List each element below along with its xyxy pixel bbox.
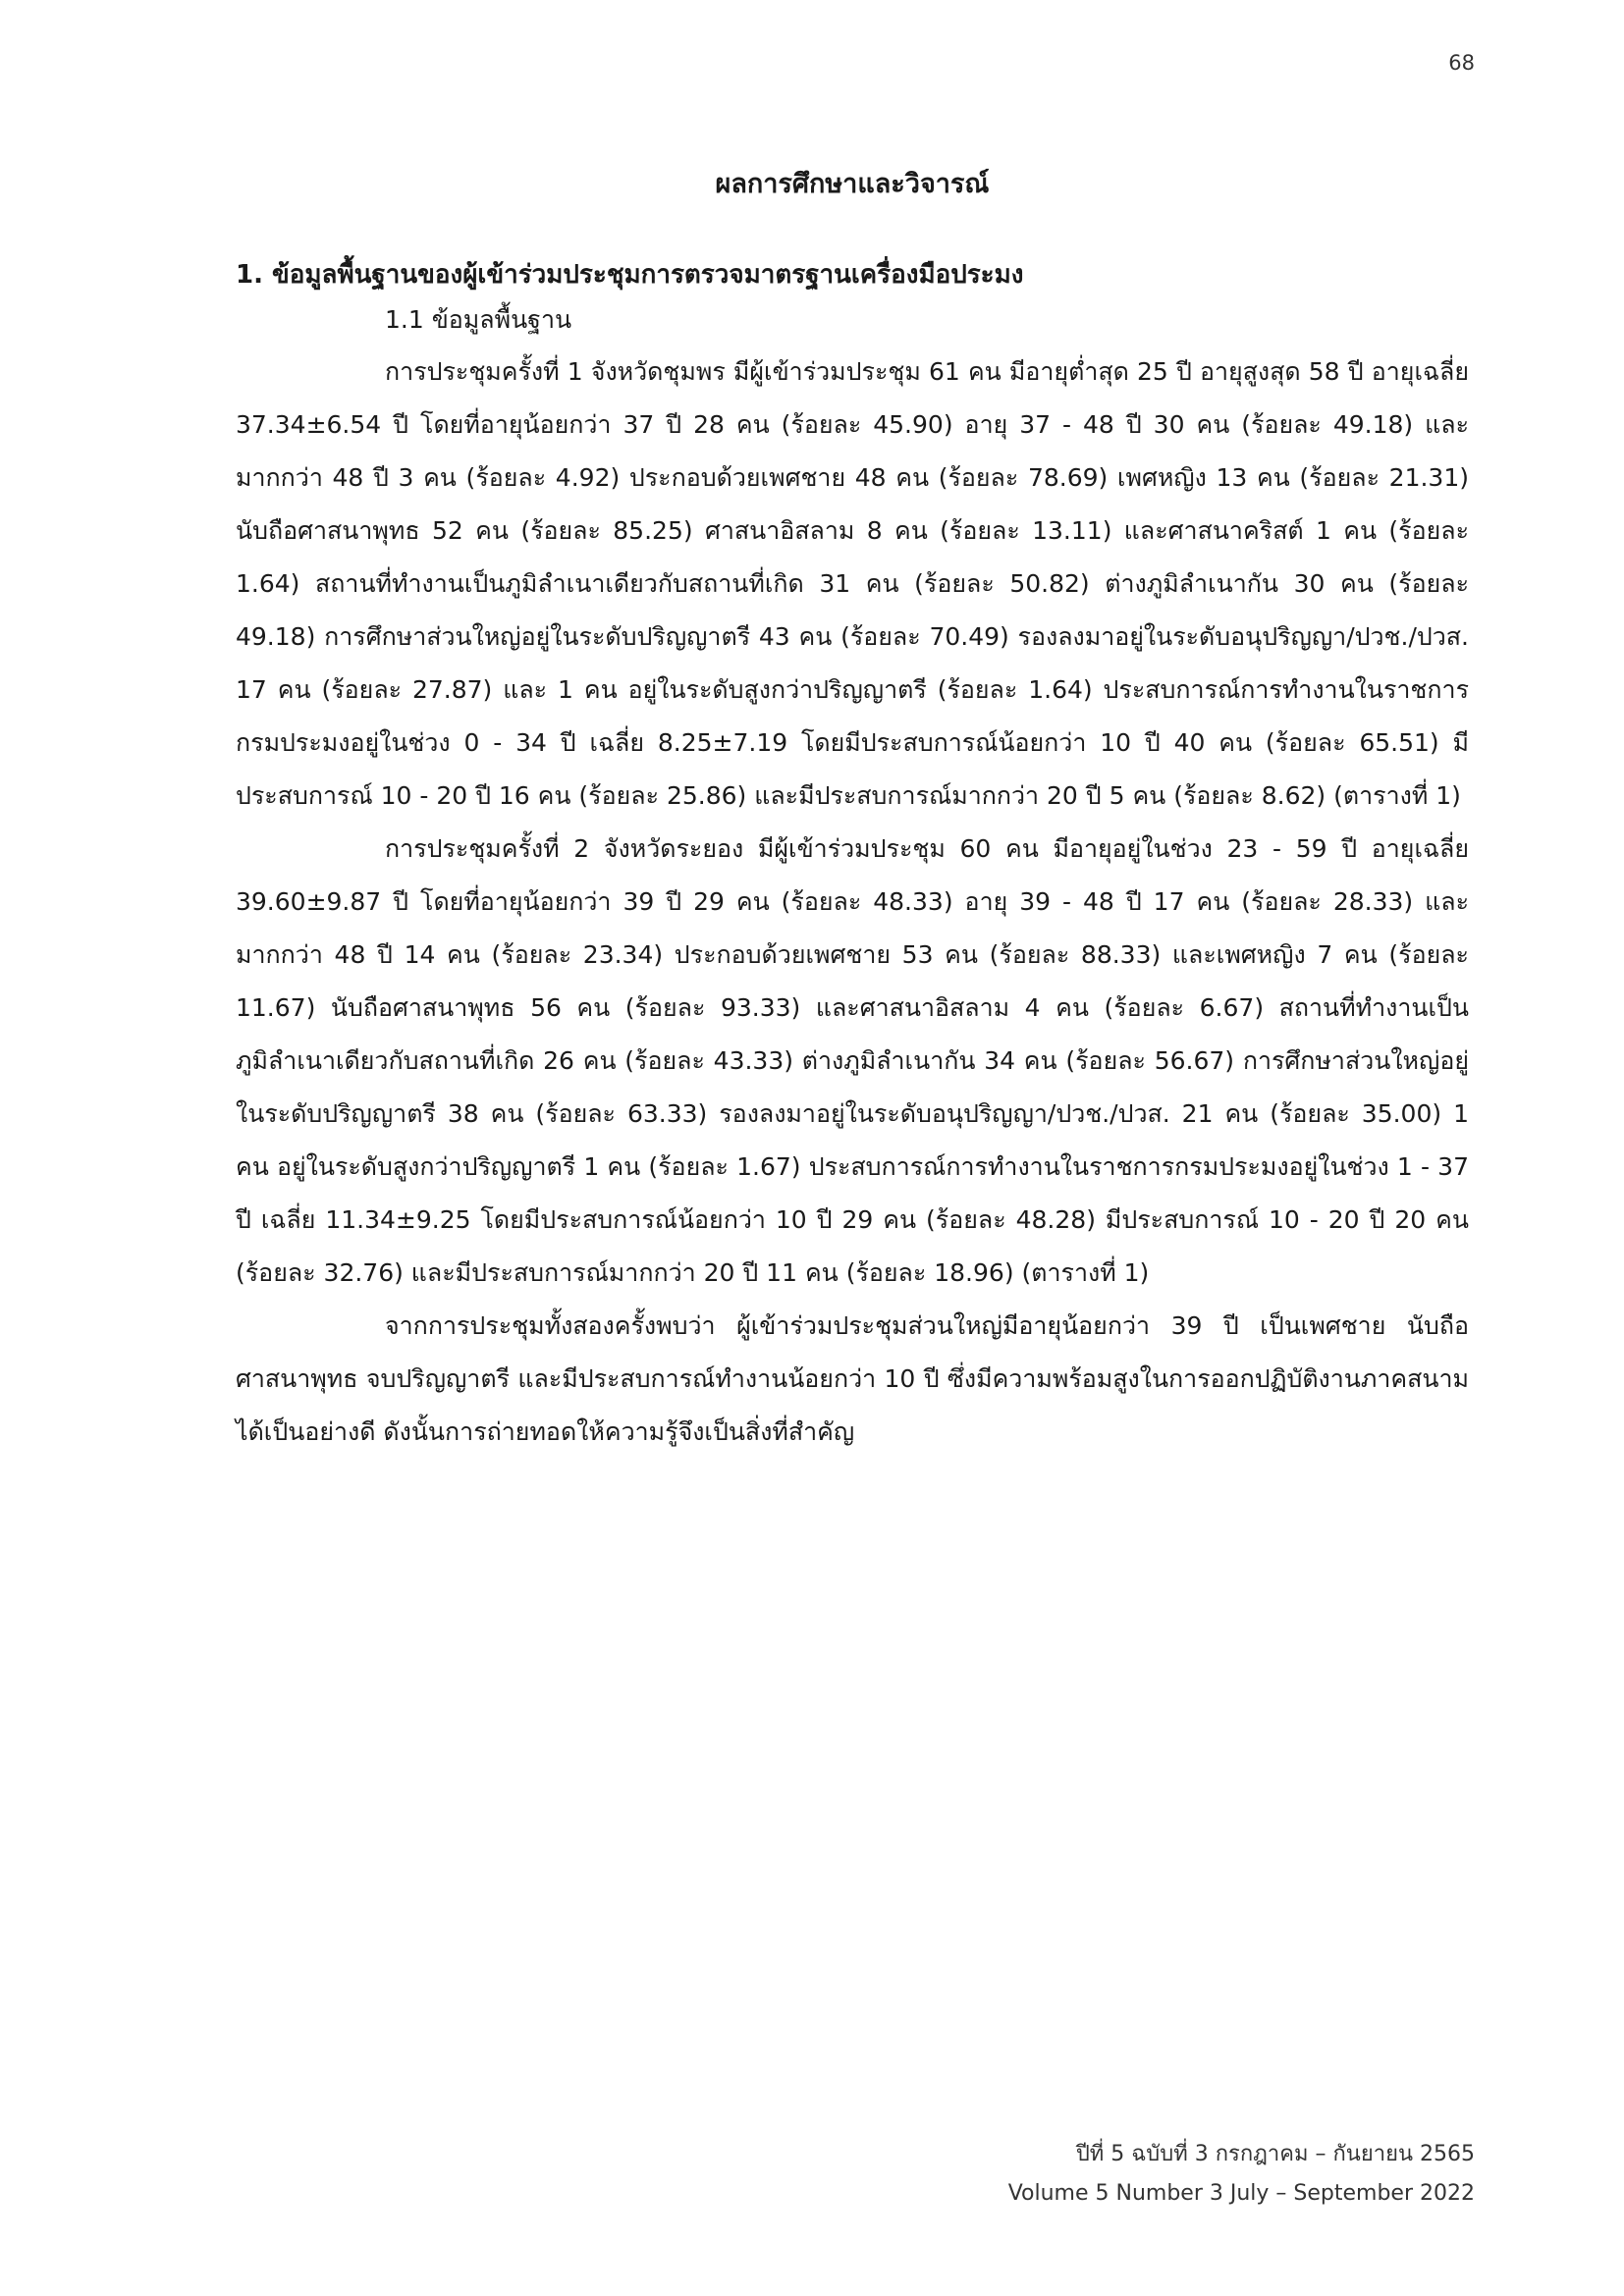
section-title: ผลการศึกษาและวิจารณ์ — [715, 169, 990, 199]
document-body — [236, 165, 1469, 1459]
paragraph-meeting-2: การประชุมครั้งที่ 2 จังหวัดระยอง มีผู้เข้าร่วมประชุม 60 คน มีอายุอยู่ในช่วง 23 - 59 ปี อายุเฉลี่ย 39.60±9.87 ปี โดยที่อายุน้อยกว่า 39 ปี 29 คน (ร้อยละ 48.33) อายุ 39 - 48 ปี 17 คน (ร้อยละ 28.33) และมากกว่า 48 ปี 14 คน (ร้อยละ 23.34) ประกอบด้วยเพศชาย 53 คน (ร้อยละ 88.33) และเพศหญิง 7 คน (ร้อยละ 11.67) นับถือศาสนาพุทธ 56 คน (ร้อยละ 93.33) และศาสนาอิสลาม 4 คน (ร้อยละ 6.67) สถานที่ทำงานเป็นภูมิลำเนาเดียวกับสถานที่เกิด 26 คน (ร้อยละ 43.33) ต่างภูมิลำเนากัน 34 คน (ร้อยละ 56.67) การศึกษาส่วนใหญ่อยู่ในระดับปริญญาตรี 38 คน (ร้อยละ 63.33) รองลงมาอยู่ในระดับอนุปริญญา/ปวช./ปวส. 21 คน (ร้อยละ 35.00) 1 คน อยู่ในระดับสูงกว่าปริญญาตรี 1 คน (ร้อยละ 1.67) ประสบการณ์การทำงานในราชการกรมประมงอยู่ในช่วง 1 - 37 ปี เฉลี่ย 11.34±9.25 โดยมีประสบการณ์น้อยกว่า 10 ปี 29 คน (ร้อยละ 48.28) มีประสบการณ์ 10 - 20 ปี 20 คน (ร้อยละ 32.76) และมีประสบการณ์มากกว่า 20 ปี 11 คน (ร้อยละ 18.96) (ตารางที่ 1) — [236, 834, 1469, 1287]
heading-basic-information: 1. ข้อมูลพื้นฐานของผู้เข้าร่วมประชุมการตรวจมาตรฐานเครื่องมือประมง — [236, 260, 1024, 290]
page-number: 68 — [1448, 51, 1475, 75]
footer-english: Volume 5 Number 3 July – September 2022 — [1007, 2181, 1475, 2206]
paragraph-meeting-1: การประชุมครั้งที่ 1 จังหวัดชุมพร มีผู้เข้าร่วมประชุม 61 คน มีอายุต่ำสุด 25 ปี อายุสูงสุด 58 ปี อายุเฉลี่ย 37.34±6.54 ปี โดยที่อายุน้อยกว่า 37 ปี 28 คน (ร้อยละ 45.90) อายุ 37 - 48 ปี 30 คน (ร้อยละ 49.18) และมากกว่า 48 ปี 3 คน (ร้อยละ 4.92) ประกอบด้วยเพศชาย 48 คน (ร้อยละ 78.69) เพศหญิง 13 คน (ร้อยละ 21.31) นับถือศาสนาพุทธ 52 คน (ร้อยละ 85.25) ศาสนาอิสลาม 8 คน (ร้อยละ 13.11) และศาสนาคริสต์ 1 คน (ร้อยละ 1.64) สถานที่ทำงานเป็นภูมิลำเนาเดียวกับสถานที่เกิด 31 คน (ร้อยละ 50.82) ต่างภูมิลำเนากัน 30 คน (ร้อยละ 49.18) การศึกษาส่วนใหญ่อยู่ในระดับปริญญาตรี 43 คน (ร้อยละ 70.49) รองลงมาอยู่ในระดับอนุปริญญา/ปวช./ปวส. 17 คน (ร้อยละ 27.87) และ 1 คน อยู่ในระดับสูงกว่าปริญญาตรี (ร้อยละ 1.64) ประสบการณ์การทำงานในราชการกรมประมงอยู่ในช่วง 0 - 34 ปี เฉลี่ย 8.25±7.19 โดยมีประสบการณ์น้อยกว่า 10 ปี 40 คน (ร้อยละ 65.51) มีประสบการณ์ 10 - 20 ปี 16 คน (ร้อยละ 25.86) และมีประสบการณ์มากกว่า 20 ปี 5 คน (ร้อยละ 8.62) (ตารางที่ 1) — [236, 357, 1469, 810]
paragraph-summary: จากการประชุมทั้งสองครั้งพบว่า ผู้เข้าร่วมประชุมส่วนใหญ่มีอายุน้อยกว่า 39 ปี เป็นเพศชาย นับถือศาสนาพุทธ จบปริญญาตรี และมีประสบการณ์ทำงานน้อยกว่า 10 ปี ซึ่งมีความพร้อมสูงในการออกปฏิบัติงานภาคสนามได้เป็นอย่างดี ดังนั้นการถ่ายทอดให้ความรู้จึงเป็นสิ่งที่สำคัญ — [236, 1311, 1469, 1446]
journal-footer — [1008, 2135, 1475, 2214]
subheading-1-1: 1.1 ข้อมูลพื้นฐาน — [385, 305, 572, 334]
footer-thai: ปีที่ 5 ฉบับที่ 3 กรกฎาคม – กันยายน 2565 — [1075, 2142, 1475, 2166]
